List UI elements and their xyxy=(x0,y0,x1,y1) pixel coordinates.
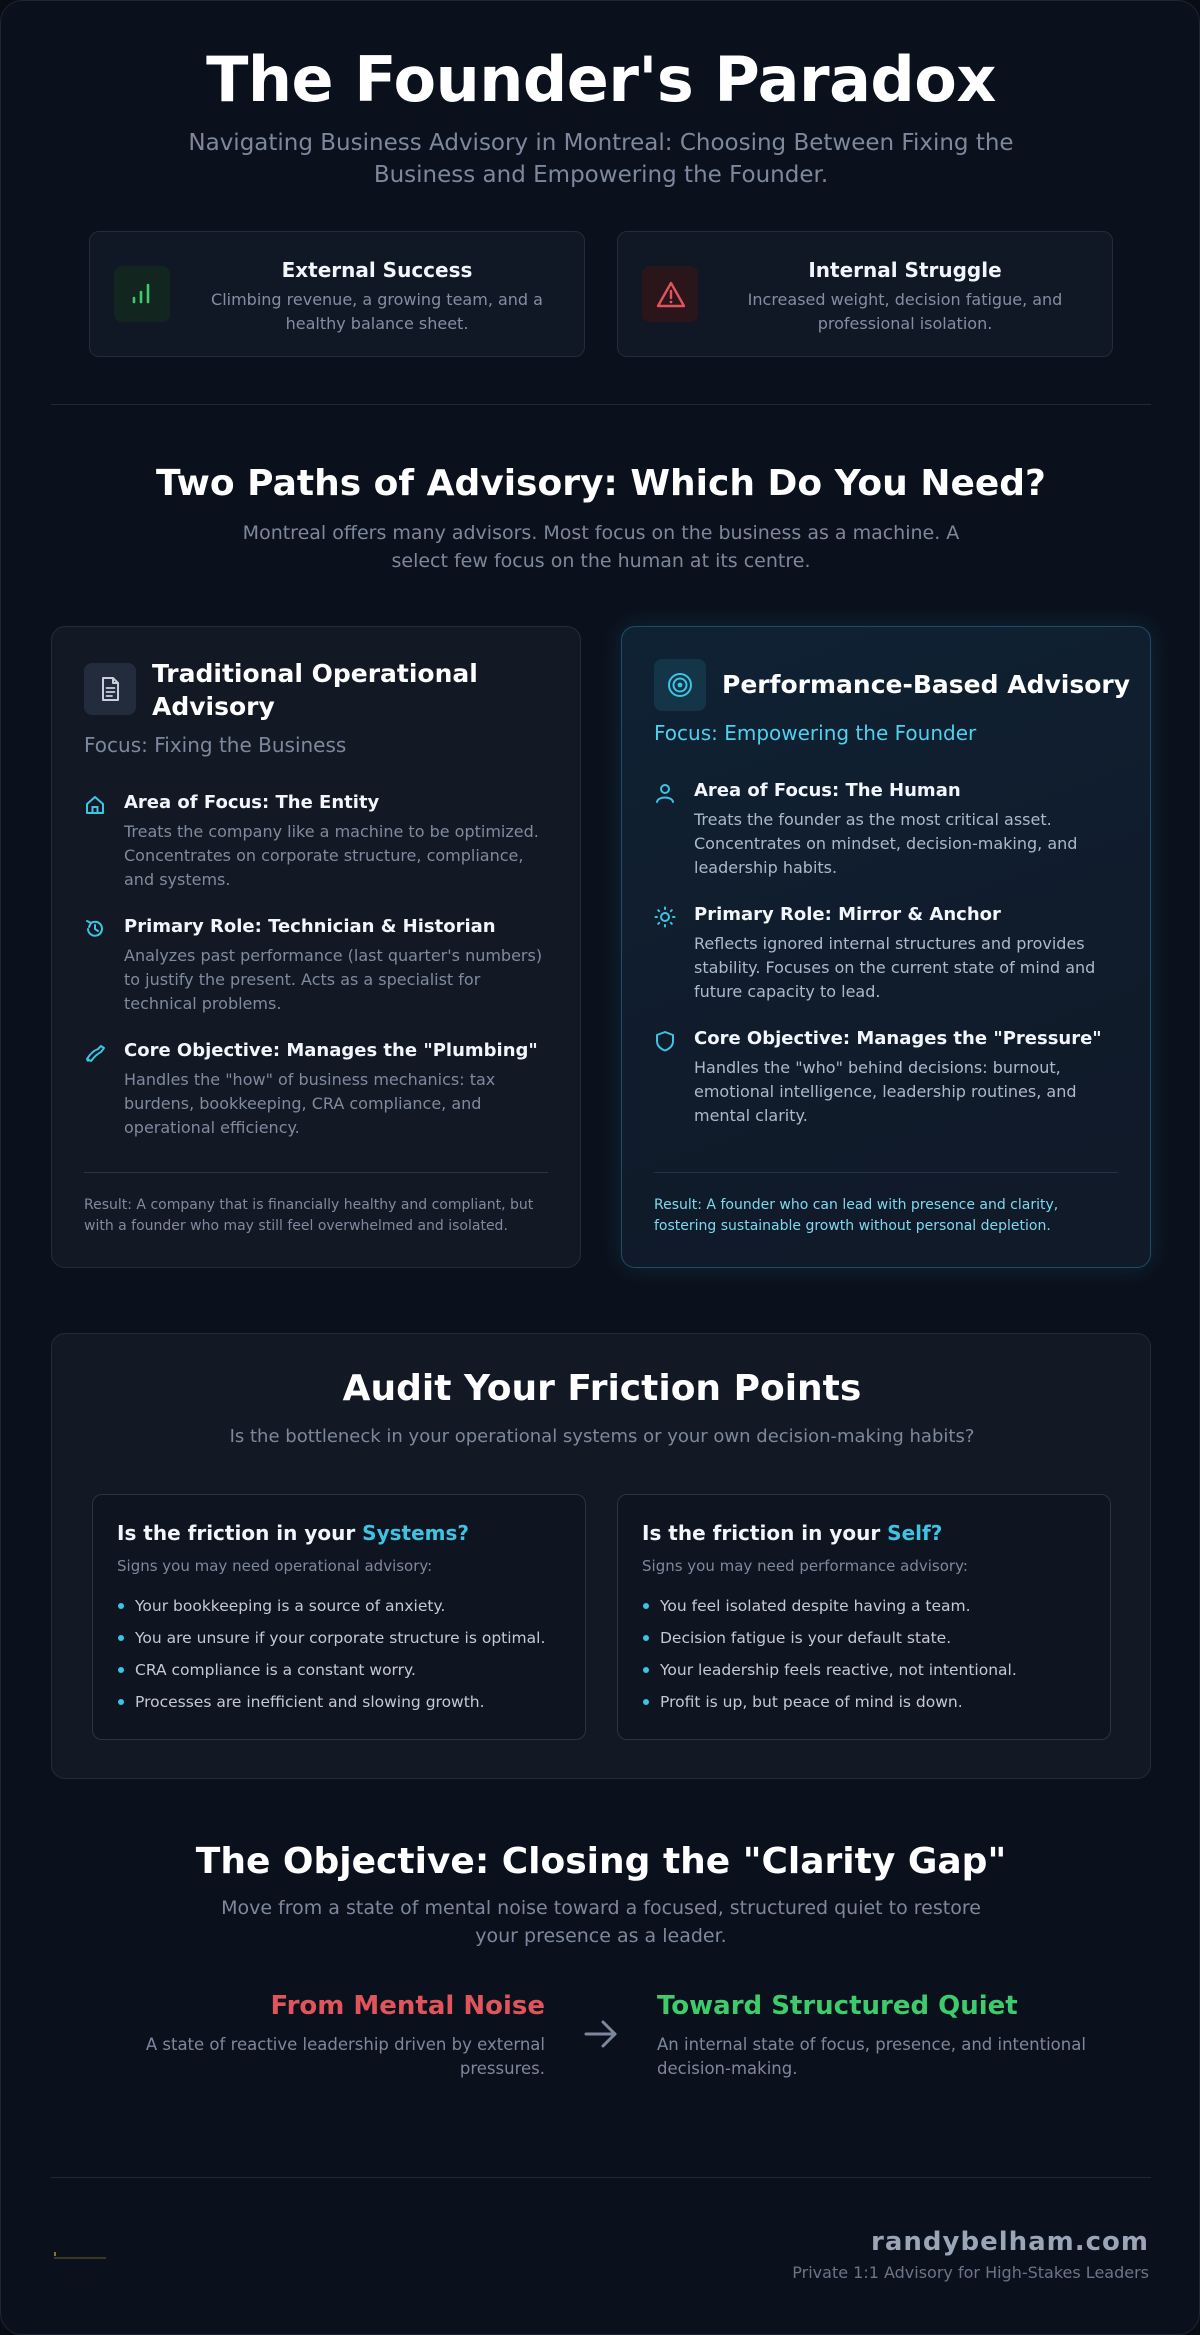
internal-struggle-card xyxy=(617,231,1113,357)
target-icon xyxy=(654,659,706,711)
item-text: Reflects ignored internal structures and provides stability. Focuses on the current state of mind and future capacity to lead. xyxy=(694,934,1096,1001)
logo-mark xyxy=(53,2249,107,2261)
list-item: Your leadership feels reactive, not intentional. xyxy=(642,1659,1094,1691)
wrench-icon xyxy=(84,1042,106,1064)
traditional-result: Result: A company that is financially healthy and compliant, but with a founder who may still feel overwhelmed and isolated. xyxy=(84,1197,534,1234)
item-text: Treats the founder as the most critical asset. Concentrates on mindset, decision-making, and leadership habits. xyxy=(694,810,1078,877)
list-item: Decision fatigue is your default state. xyxy=(642,1627,1094,1659)
item-title: Core Objective: Manages the "Pressure" xyxy=(694,1028,1102,1049)
history-icon xyxy=(84,918,106,940)
stat-title: Internal Struggle xyxy=(808,258,1002,282)
audit-section xyxy=(51,1333,1151,1779)
to-title: Toward Structured Quiet xyxy=(657,1991,1018,2021)
user-icon xyxy=(654,782,676,804)
list-item: Processes are inefficient and slowing growth. xyxy=(117,1691,569,1723)
toward-structured-quiet xyxy=(657,1991,1097,2081)
list-item: Profit is up, but peace of mind is down. xyxy=(642,1691,1094,1723)
shield-icon xyxy=(654,1030,676,1052)
systems-signs-label: Signs you may need operational advisory: xyxy=(117,1557,433,1575)
performance-focus: Focus: Empowering the Founder xyxy=(654,721,977,745)
to-text: An internal state of focus, presence, and intentional decision-making. xyxy=(657,2035,1086,2078)
performance-title: Performance-Based Advisory xyxy=(722,670,1131,699)
traditional-title: Traditional Operational Advisory xyxy=(152,659,478,721)
item-title: Area of Focus: The Entity xyxy=(124,792,380,813)
bar-chart-icon xyxy=(114,266,170,322)
page-title: The Founder's Paradox xyxy=(206,43,996,116)
list-item: CRA compliance is a constant worry. xyxy=(117,1659,569,1691)
from-text: A state of reactive leadership driven by external pressures. xyxy=(145,2035,545,2078)
home-icon xyxy=(84,794,106,816)
item-title: Area of Focus: The Human xyxy=(694,780,961,801)
section-divider xyxy=(51,404,1151,405)
item-title: Primary Role: Technician & Historian xyxy=(124,916,496,937)
objective-subtitle: Move from a state of mental noise toward a focused, structured quiet to restore your presence as a leader. xyxy=(221,1897,981,1947)
paths-subtitle: Montreal offers many advisors. Most focus on the business as a machine. A select few focus on the human at its centre. xyxy=(242,522,960,572)
list-item: You are unsure if your corporate structure is optimal. xyxy=(117,1627,569,1659)
audit-title: Audit Your Friction Points xyxy=(342,1368,862,1409)
page-subtitle: Navigating Business Advisory in Montreal: Choosing Between Fixing the Business and Empowering the Founder. xyxy=(188,130,1014,188)
objective-title: The Objective: Closing the "Clarity Gap" xyxy=(195,1841,1007,1882)
self-question: Is the friction in your Self? xyxy=(642,1521,943,1545)
self-signs-label: Signs you may need performance advisory: xyxy=(642,1557,968,1575)
footer-tagline: Private 1:1 Advisory for High-Stakes Leaders xyxy=(792,2263,1149,2282)
item-text: Analyzes past performance (last quarter's numbers) to justify the present. Acts as a specialist for technical problems. xyxy=(124,946,543,1013)
item-title: Primary Role: Mirror & Anchor xyxy=(694,904,1001,925)
sun-icon xyxy=(654,906,676,928)
systems-friction-card xyxy=(92,1494,586,1740)
list-item: You feel isolated despite having a team. xyxy=(642,1595,1094,1627)
audit-subtitle: Is the bottleneck in your operational systems or your own decision-making habits? xyxy=(229,1426,975,1447)
list-item: Your bookkeeping is a source of anxiety. xyxy=(117,1595,569,1627)
card-divider xyxy=(84,1172,548,1173)
arrow-right-icon xyxy=(583,2017,619,2051)
document-icon xyxy=(84,663,136,715)
footer-brand[interactable]: randybelham.com xyxy=(871,2227,1149,2257)
item-text: Treats the company like a machine to be optimized. Concentrates on corporate structure, compliance, and systems. xyxy=(124,822,539,889)
self-signs-list xyxy=(642,1595,1094,1723)
traditional-focus: Focus: Fixing the Business xyxy=(84,733,347,757)
self-friction-card xyxy=(617,1494,1111,1740)
footer-divider xyxy=(51,2177,1151,2178)
performance-result: Result: A founder who can lead with presence and clarity, fostering sustainable growth without personal depletion. xyxy=(654,1197,1059,1234)
item-text: Handles the "who" behind decisions: burnout, emotional intelligence, leadership routines, and mental clarity. xyxy=(694,1058,1077,1125)
card-divider xyxy=(654,1172,1118,1173)
warning-icon xyxy=(642,266,698,322)
external-success-card xyxy=(89,231,585,357)
stat-text: Increased weight, decision fatigue, and professional isolation. xyxy=(747,290,1063,333)
paths-title: Two Paths of Advisory: Which Do You Need? xyxy=(156,463,1046,504)
item-title: Core Objective: Manages the "Plumbing" xyxy=(124,1040,538,1061)
stat-text: Climbing revenue, a growing team, and a healthy balance sheet. xyxy=(211,290,543,333)
from-mental-noise xyxy=(141,1991,545,2081)
item-text: Handles the "how" of business mechanics: tax burdens, bookkeeping, CRA compliance, and operational efficiency. xyxy=(124,1070,496,1137)
stat-title: External Success xyxy=(281,258,473,282)
systems-question: Is the friction in your Systems? xyxy=(117,1521,469,1545)
from-title: From Mental Noise xyxy=(270,1991,545,2021)
performance-advisory-card xyxy=(621,626,1151,1268)
traditional-advisory-card xyxy=(51,626,581,1268)
systems-signs-list xyxy=(117,1595,569,1723)
